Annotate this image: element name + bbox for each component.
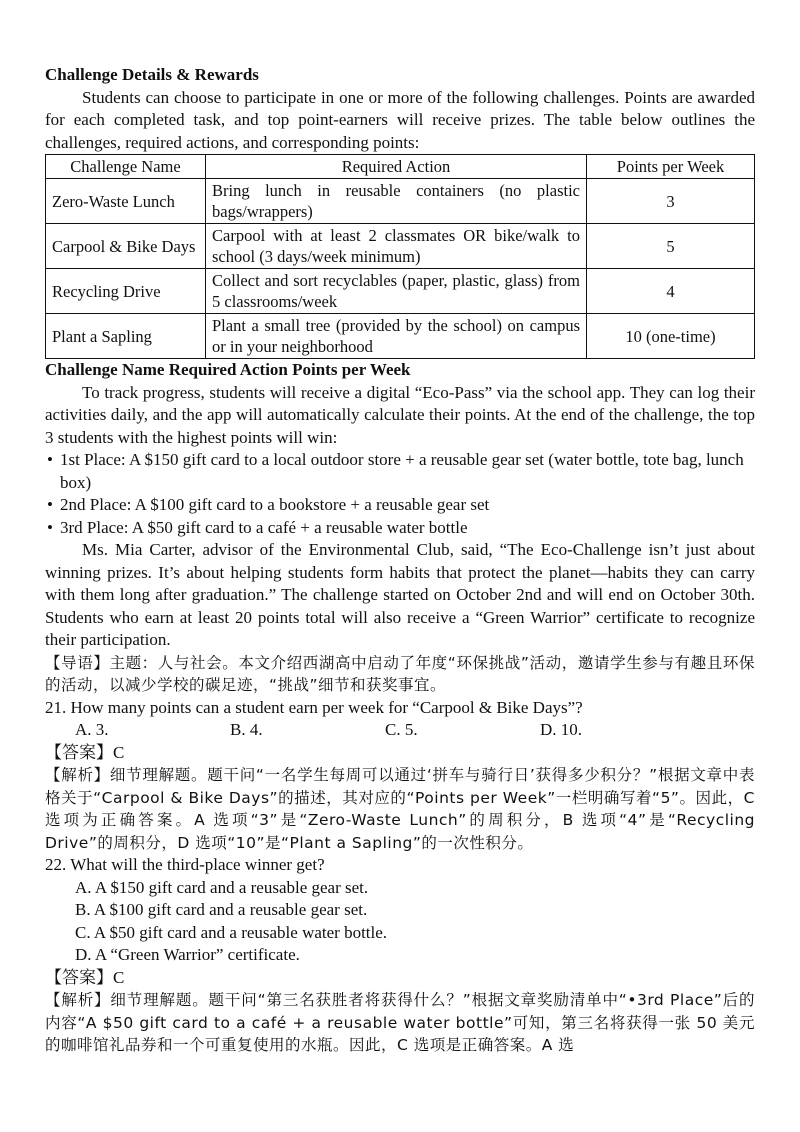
answer-value: C xyxy=(113,742,125,762)
challenge-name-cell: Plant a Sapling xyxy=(46,314,206,359)
option-b: B. A $100 gift card and a reusable gear set. xyxy=(75,900,368,919)
analysis-label: 【解析】 xyxy=(45,991,111,1009)
document-page xyxy=(45,64,755,1057)
option-d: D. 10. xyxy=(540,720,583,739)
challenge-table xyxy=(45,154,755,359)
option-c: C. A $50 gift card and a reusable water bottle. xyxy=(75,922,388,942)
table-header-row xyxy=(46,155,755,179)
option-c: C. 5. xyxy=(385,720,418,739)
points-cell: 4 xyxy=(587,269,755,314)
guide-text: 主题：人与社会。本文介绍西湖高中启动了年度“环保挑战”活动，邀请学生参与有趣且环保的活动，以减少学校的碳足迹，“挑战”细节和获奖事宜。 xyxy=(45,653,755,694)
prize-item-third: • 3rd Place: A $50 gift card to a café + a reusable water bottle xyxy=(45,517,755,540)
tracking-paragraph: To track progress, students will receive a digital “Eco-Pass” via the school app. They can log their activities daily, and the app will automatically calculate their points. At the end of the challenge, the top 3 students with the highest points will win: xyxy=(45,382,755,447)
points-cell: 10 (one-time) xyxy=(587,314,755,359)
option-a: A. A $150 gift card and a reusable gear set. xyxy=(75,877,369,897)
points-cell: 3 xyxy=(587,179,755,224)
answer-label: 【答案】 xyxy=(45,742,113,763)
option-d: D. A “Green Warrior” certificate. xyxy=(75,945,300,964)
guide-paragraph xyxy=(45,652,755,697)
analysis-21 xyxy=(45,764,755,854)
question-21-options xyxy=(45,719,755,742)
analysis-text: 细节理解题。题干问“第三名获胜者将获得什么？”根据文章奖励清单中“•3rd Place”后的内容“A $50 gift card to a café + a reusable water bottle”可知，第三名将获得一张 50 美元的咖啡馆礼品券和一个可重复使用的水瓶。因此，C 选项是正确答案。A 选 xyxy=(45,991,755,1054)
table-row xyxy=(46,224,755,269)
intro-paragraph: Students can choose to participate in one or more of the following challenges. Points are awarded for each completed task, and top point-earners will receive prizes. The table below outlines the challenges, required actions, and corresponding points: xyxy=(45,87,755,152)
required-action-cell: Plant a small tree (provided by the school) on campus or in your neighborhood xyxy=(206,314,587,359)
guide-label: 【导语】 xyxy=(45,653,110,672)
option-b: B. 4. xyxy=(230,720,263,739)
required-action-cell: Collect and sort recyclables (paper, plastic, glass) from 5 classrooms/week xyxy=(206,269,587,314)
answer-22 xyxy=(45,967,755,990)
table-header-cell: Challenge Name xyxy=(46,155,206,179)
answer-21 xyxy=(45,742,755,765)
analysis-text: 细节理解题。题干问“一名学生每周可以通过‘拼车与骑行日’获得多少积分？”根据文章中表格关于“Carpool & Bike Days”的描述，其对应的“Points per Week”一栏明确写着“5”。因此，C 选项为正确答案。A 选项“3”是“Zero-Waste Lunch”的周积分，B 选项“4”是“Recycling Drive”的周积分，D 选项“10”是“Plant a Sapling”的一次性积分。 xyxy=(45,766,755,852)
table-header-cell: Required Action xyxy=(206,155,587,179)
points-cell: 5 xyxy=(587,224,755,269)
required-action-cell: Bring lunch in reusable containers (no plastic bags/wrappers) xyxy=(206,179,587,224)
table-row xyxy=(46,314,755,359)
answer-value: C xyxy=(113,967,125,987)
table-row xyxy=(46,179,755,224)
question-21: 21. How many points can a student earn per week for “Carpool & Bike Days”? xyxy=(45,697,583,717)
prize-list xyxy=(45,449,755,539)
analysis-22 xyxy=(45,989,755,1057)
challenge-name-cell: Zero-Waste Lunch xyxy=(46,179,206,224)
prize-item-first: • 1st Place: A $150 gift card to a local outdoor store + a reusable gear set (water bottle, tote bag, lunch box) xyxy=(45,449,755,494)
challenge-name-cell: Recycling Drive xyxy=(46,269,206,314)
answer-label: 【答案】 xyxy=(45,967,113,988)
prize-item-second: • 2nd Place: A $100 gift card to a bookstore + a reusable gear set xyxy=(45,494,755,517)
quote-paragraph: Ms. Mia Carter, advisor of the Environmental Club, said, “The Eco-Challenge isn’t just about winning prizes. It’s about helping students form habits that protect the planet—habits they can carry with them long after graduation.” The challenge started on October 2nd and will end on October 30th. Students who earn at least 20 points total will also receive a “Green Warrior” certificate to recognize their participation. xyxy=(45,540,755,649)
challenge-name-cell: Carpool & Bike Days xyxy=(46,224,206,269)
repeated-table-header: Challenge Name Required Action Points per Week xyxy=(45,360,411,379)
section-heading: Challenge Details & Rewards xyxy=(45,65,259,84)
question-22: 22. What will the third-place winner get? xyxy=(45,855,325,874)
option-a: A. 3. xyxy=(75,720,109,739)
required-action-cell: Carpool with at least 2 classmates OR bike/walk to school (3 days/week minimum) xyxy=(206,224,587,269)
table-header-cell: Points per Week xyxy=(587,155,755,179)
analysis-label: 【解析】 xyxy=(45,766,110,784)
table-row xyxy=(46,269,755,314)
